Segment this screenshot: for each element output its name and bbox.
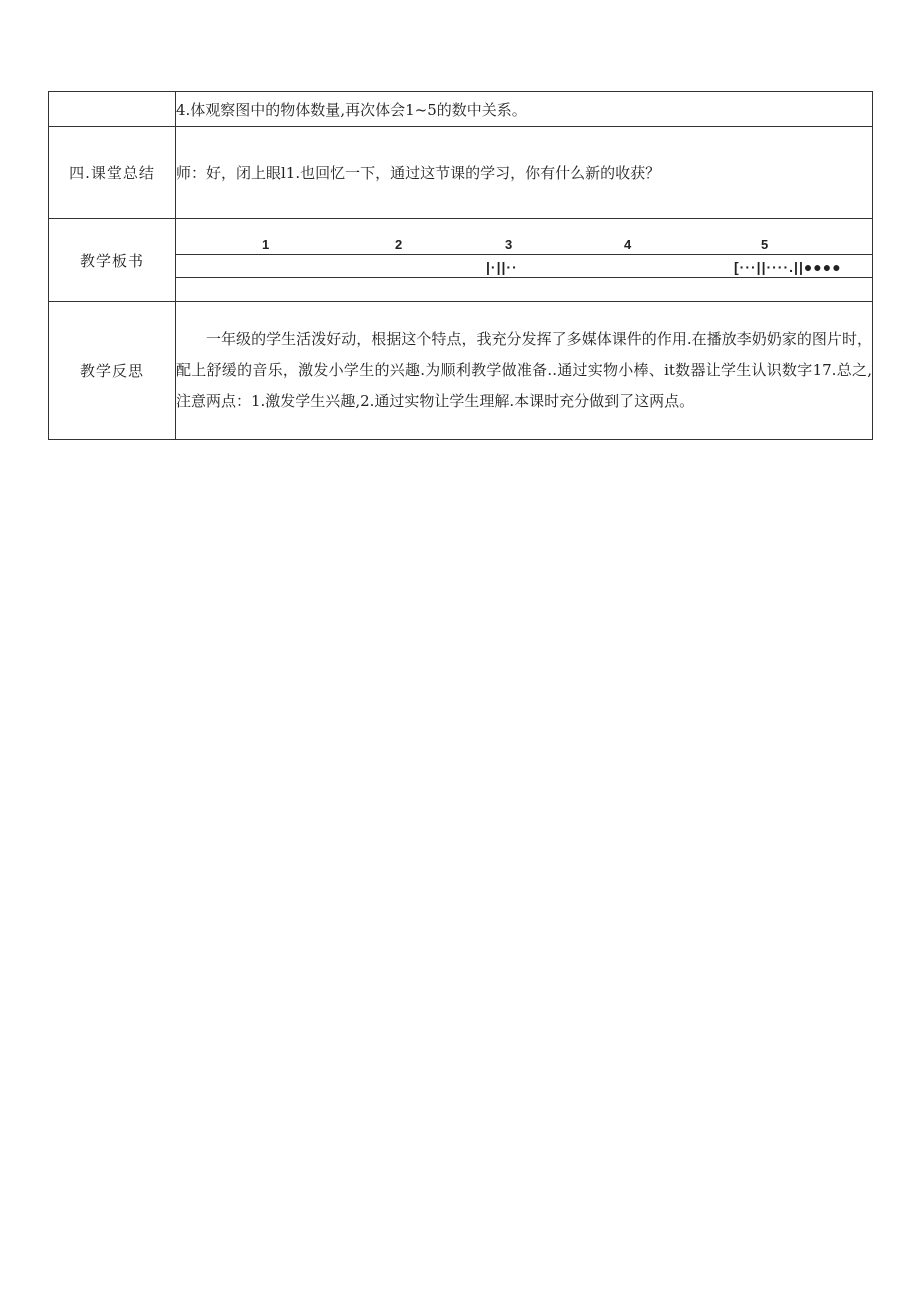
board-number-3: 3 bbox=[505, 237, 513, 252]
board-number-2: 2 bbox=[395, 237, 403, 252]
table-row bbox=[49, 219, 873, 302]
row-label-board: 教学板书 bbox=[49, 219, 176, 302]
lesson-plan-table bbox=[48, 91, 873, 440]
observation-task-text: 4.体观察图中的物体数量,再次体会1~5的数中关系。 bbox=[176, 92, 873, 127]
table-row bbox=[49, 92, 873, 127]
summary-text: 师：好，闭上眼l1.也回忆一下，通过这节课的学习，你有什么新的收获？ bbox=[176, 127, 873, 219]
reflection-text: 一年级的学生活泼好动，根据这个特点，我充分发挥了多媒体课件的作用.在播放李奶奶家的图片时，配上舒缓的音乐，激发小学生的兴趣.为顺利教学做准备..通过实物小棒、it数器让学生认识数字17.总之,注意两点：1.激发学生兴趣,2.通过实物让学生理解.本课时充分做到了这两点。 bbox=[176, 302, 873, 440]
board-number-1: 1 bbox=[262, 237, 270, 252]
board-line-bottom bbox=[176, 277, 872, 278]
row-label-summary: 四.课堂总结 bbox=[49, 127, 176, 219]
table-row bbox=[49, 127, 873, 219]
blackboard-layout bbox=[176, 219, 873, 302]
table-row bbox=[49, 302, 873, 440]
row-label bbox=[49, 92, 176, 127]
row-label-reflection: 教学反思 bbox=[49, 302, 176, 440]
board-number-4: 4 bbox=[624, 237, 632, 252]
board-marks-group-1: |·||·· bbox=[486, 259, 518, 275]
board-line-top bbox=[176, 254, 872, 255]
board-number-5: 5 bbox=[761, 237, 769, 252]
board-marks-group-2: [···||····.||●●●● bbox=[734, 259, 842, 275]
